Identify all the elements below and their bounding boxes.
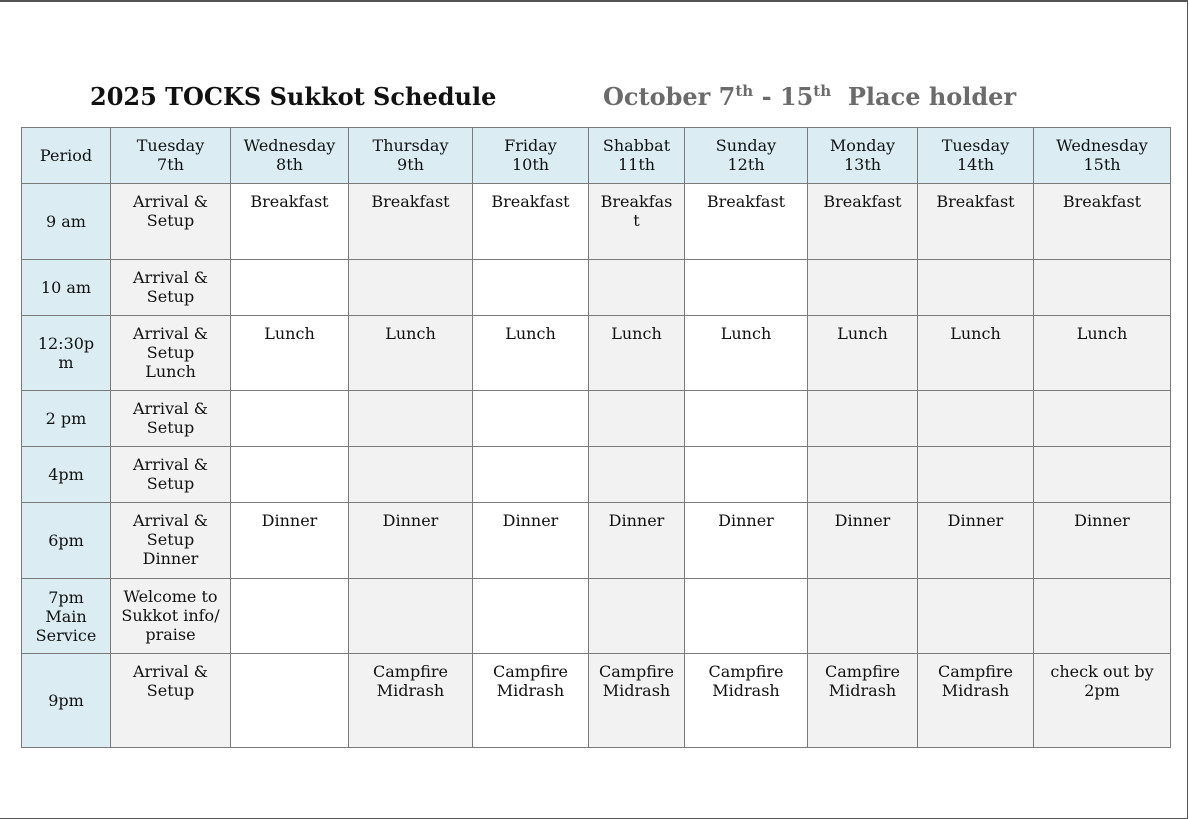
schedule-cell: Lunch <box>808 316 918 391</box>
schedule-cell: Arrival & Setup <box>111 391 231 447</box>
schedule-cell: Breakfast <box>349 184 473 260</box>
schedule-cell: Breakfast <box>473 184 589 260</box>
schedule-cell <box>808 391 918 447</box>
schedule-cell: Breakfast <box>1034 184 1171 260</box>
schedule-cell: Dinner <box>685 503 808 579</box>
header-day: Tuesday 7th <box>111 128 231 184</box>
schedule-cell: check out by 2pm <box>1034 654 1171 748</box>
schedule-row <box>22 503 1171 579</box>
schedule-row <box>22 316 1171 391</box>
schedule-cell <box>685 260 808 316</box>
schedule-cell: Dinner <box>231 503 349 579</box>
schedule-cell <box>808 260 918 316</box>
schedule-cell: Campfire Midrash <box>685 654 808 748</box>
schedule-cell <box>808 447 918 503</box>
schedule-cell <box>918 391 1034 447</box>
period-cell: 9 am <box>22 184 111 260</box>
schedule-cell: Arrival & Setup <box>111 447 231 503</box>
schedule-cell: Dinner <box>349 503 473 579</box>
schedule-cell: Dinner <box>918 503 1034 579</box>
period-cell: 12:30p m <box>22 316 111 391</box>
schedule-cell: Lunch <box>1034 316 1171 391</box>
schedule-row <box>22 579 1171 654</box>
schedule-cell: Dinner <box>589 503 685 579</box>
schedule-row <box>22 447 1171 503</box>
header-day: Sunday 12th <box>685 128 808 184</box>
schedule-cell <box>231 447 349 503</box>
schedule-cell <box>473 391 589 447</box>
period-cell: 6pm <box>22 503 111 579</box>
schedule-cell <box>1034 579 1171 654</box>
header-day: Friday 10th <box>473 128 589 184</box>
schedule-cell: Campfire Midrash <box>589 654 685 748</box>
schedule-cell <box>1034 391 1171 447</box>
schedule-row <box>22 391 1171 447</box>
schedule-cell: Dinner <box>808 503 918 579</box>
schedule-cell <box>1034 447 1171 503</box>
schedule-cell: Welcome to Sukkot info/ praise <box>111 579 231 654</box>
schedule-cell <box>231 260 349 316</box>
schedule-cell: Arrival & Setup Dinner <box>111 503 231 579</box>
schedule-cell: Dinner <box>473 503 589 579</box>
header-day: Tuesday 14th <box>918 128 1034 184</box>
schedule-cell <box>1034 260 1171 316</box>
document-title: 2025 TOCKS Sukkot Schedule <box>90 82 497 111</box>
header-period: Period <box>22 128 111 184</box>
schedule-cell <box>918 579 1034 654</box>
schedule-cell <box>349 260 473 316</box>
schedule-cell <box>589 447 685 503</box>
schedule-table <box>21 127 1171 748</box>
schedule-cell: Breakfast <box>231 184 349 260</box>
subtitle-suffix: Place holder <box>847 82 1017 111</box>
schedule-cell <box>808 579 918 654</box>
schedule-body <box>22 128 1171 748</box>
schedule-cell: Breakfast <box>808 184 918 260</box>
header-day: Wednesday 8th <box>231 128 349 184</box>
schedule-cell: Lunch <box>473 316 589 391</box>
header-day: Monday 13th <box>808 128 918 184</box>
schedule-row <box>22 184 1171 260</box>
schedule-cell: Lunch <box>685 316 808 391</box>
schedule-cell <box>589 579 685 654</box>
schedule-cell: Breakfast <box>918 184 1034 260</box>
schedule-cell: Campfire Midrash <box>473 654 589 748</box>
schedule-cell: Dinner <box>1034 503 1171 579</box>
period-cell: 4pm <box>22 447 111 503</box>
period-cell: 7pm Main Service <box>22 579 111 654</box>
date-range-subtitle <box>603 82 1016 111</box>
subtitle-month: October 7 <box>603 82 736 111</box>
header-day: Shabbat 11th <box>589 128 685 184</box>
schedule-row <box>22 260 1171 316</box>
schedule-cell: Arrival & Setup <box>111 260 231 316</box>
schedule-cell <box>589 391 685 447</box>
schedule-cell <box>918 447 1034 503</box>
schedule-cell <box>473 579 589 654</box>
period-cell: 10 am <box>22 260 111 316</box>
schedule-cell <box>685 579 808 654</box>
schedule-cell: Lunch <box>231 316 349 391</box>
header-row <box>22 128 1171 184</box>
schedule-cell: Lunch <box>918 316 1034 391</box>
schedule-cell <box>231 654 349 748</box>
schedule-cell <box>685 447 808 503</box>
header-day: Wednesday 15th <box>1034 128 1171 184</box>
schedule-cell: Arrival & Setup <box>111 184 231 260</box>
schedule-cell: Lunch <box>589 316 685 391</box>
schedule-cell <box>685 391 808 447</box>
schedule-cell: Arrival & Setup <box>111 654 231 748</box>
schedule-cell: Breakfas t <box>589 184 685 260</box>
schedule-cell <box>349 447 473 503</box>
schedule-cell <box>349 391 473 447</box>
schedule-cell <box>231 391 349 447</box>
schedule-cell: Lunch <box>349 316 473 391</box>
schedule-cell: Campfire Midrash <box>918 654 1034 748</box>
schedule-cell <box>589 260 685 316</box>
subtitle-dash: - 15 <box>753 82 814 111</box>
period-cell: 2 pm <box>22 391 111 447</box>
schedule-cell: Arrival & Setup Lunch <box>111 316 231 391</box>
schedule-cell <box>349 579 473 654</box>
subtitle-sup-2: th <box>813 82 832 100</box>
header-day: Thursday 9th <box>349 128 473 184</box>
schedule-cell: Campfire Midrash <box>808 654 918 748</box>
subtitle-sup-1: th <box>735 82 754 100</box>
schedule-row <box>22 654 1171 748</box>
schedule-cell <box>473 447 589 503</box>
schedule-cell: Campfire Midrash <box>349 654 473 748</box>
schedule-cell <box>231 579 349 654</box>
period-cell: 9pm <box>22 654 111 748</box>
schedule-cell <box>473 260 589 316</box>
schedule-cell: Breakfast <box>685 184 808 260</box>
schedule-cell <box>918 260 1034 316</box>
